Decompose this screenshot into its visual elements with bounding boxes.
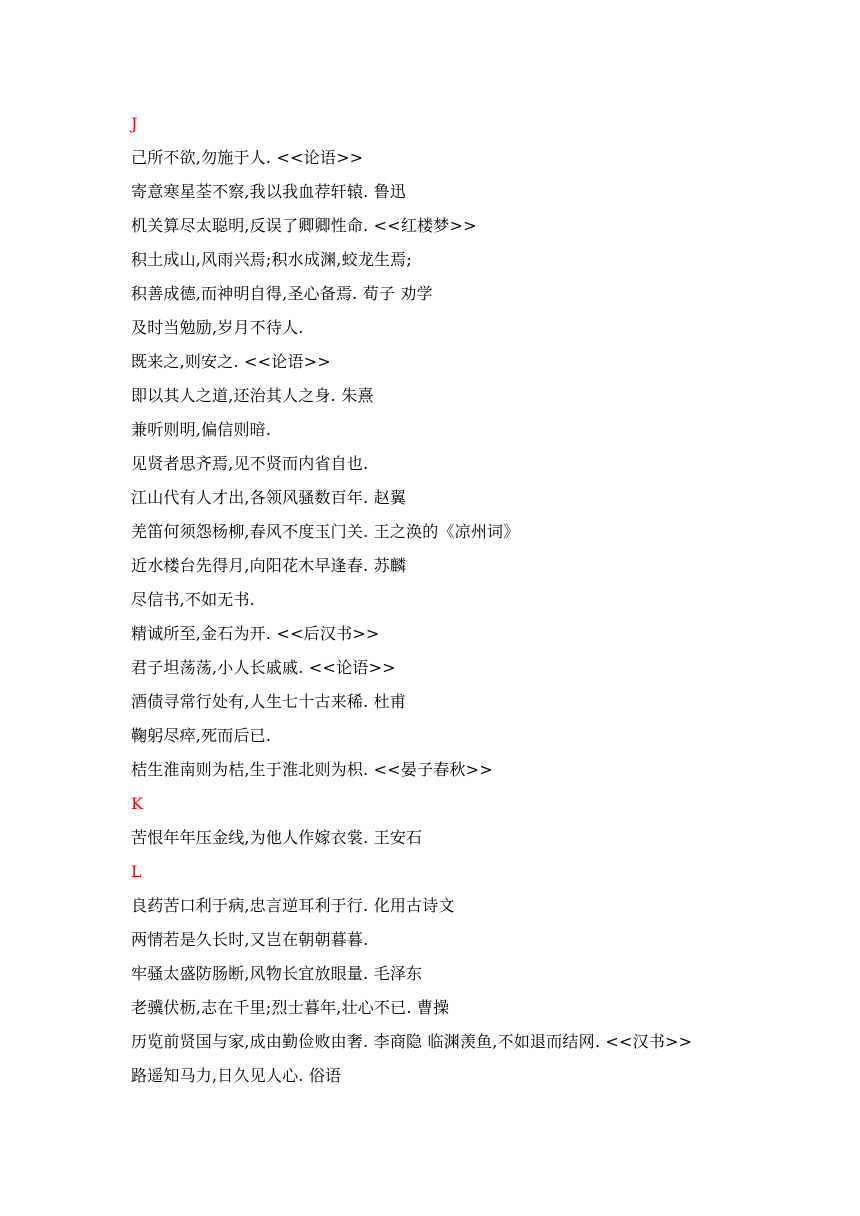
quote-line: 江山代有人才出,各领风骚数百年. 赵翼	[131, 488, 407, 507]
quote-line: 老骥伏枥,志在千里;烈士暮年,壮心不已. 曹操	[131, 998, 450, 1017]
quote-line: 既来之,则安之. <<论语>>	[131, 352, 331, 371]
quote-line: 两情若是久长时,又岂在朝朝暮暮.	[131, 930, 369, 949]
quote-line: 桔生淮南则为桔,生于淮北则为枳. <<晏子春秋>>	[131, 760, 493, 779]
section-heading-k: K	[131, 794, 144, 813]
section-heading-j: J	[131, 114, 138, 133]
quote-line: 寄意寒星荃不察,我以我血荐轩辕. 鲁迅	[131, 182, 407, 201]
quote-line: 兼听则明,偏信则暗.	[131, 420, 272, 439]
quote-line: 牢骚太盛防肠断,风物长宜放眼量. 毛泽东	[131, 964, 423, 983]
quote-line: 鞠躬尽瘁,死而后已.	[131, 726, 272, 745]
quote-line: 及时当勉励,岁月不待人.	[131, 318, 304, 337]
quote-line: 积土成山,风雨兴焉;积水成渊,蛟龙生焉;	[131, 250, 412, 269]
quote-line: 君子坦荡荡,小人长戚戚. <<论语>>	[131, 658, 396, 677]
quote-line: 路遥知马力,日久见人心. 俗语	[131, 1066, 342, 1085]
quote-line: 历览前贤国与家,成由勤俭败由奢. 李商隐 临渊羡鱼,不如退而结网. <<汉书>>	[131, 1032, 693, 1051]
quote-line: 机关算尽太聪明,反误了卿卿性命. <<红楼梦>>	[131, 216, 477, 235]
quote-line: 精诚所至,金石为开. <<后汉书>>	[131, 624, 380, 643]
quote-line: 良药苦口利于病,忠言逆耳利于行. 化用古诗文	[131, 896, 455, 915]
quote-line: 己所不欲,勿施于人. <<论语>>	[131, 148, 364, 167]
quote-line: 羌笛何须怨杨柳,春风不度玉门关. 王之涣的《凉州词》	[131, 522, 520, 541]
quote-line: 近水楼台先得月,向阳花木早逢春. 苏麟	[131, 556, 407, 575]
section-heading-l: L	[131, 862, 142, 881]
quote-line: 即以其人之道,还治其人之身. 朱熹	[131, 386, 374, 405]
quote-line: 酒债寻常行处有,人生七十古来稀. 杜甫	[131, 692, 407, 711]
quote-line: 见贤者思齐焉,见不贤而内省自也.	[131, 454, 369, 473]
quote-line: 尽信书,不如无书.	[131, 590, 255, 609]
quote-list	[131, 107, 831, 1093]
quote-line: 苦恨年年压金线,为他人作嫁衣裳. 王安石	[131, 828, 423, 847]
quote-line: 积善成德,而神明自得,圣心备焉. 荀子 劝学	[131, 284, 433, 303]
